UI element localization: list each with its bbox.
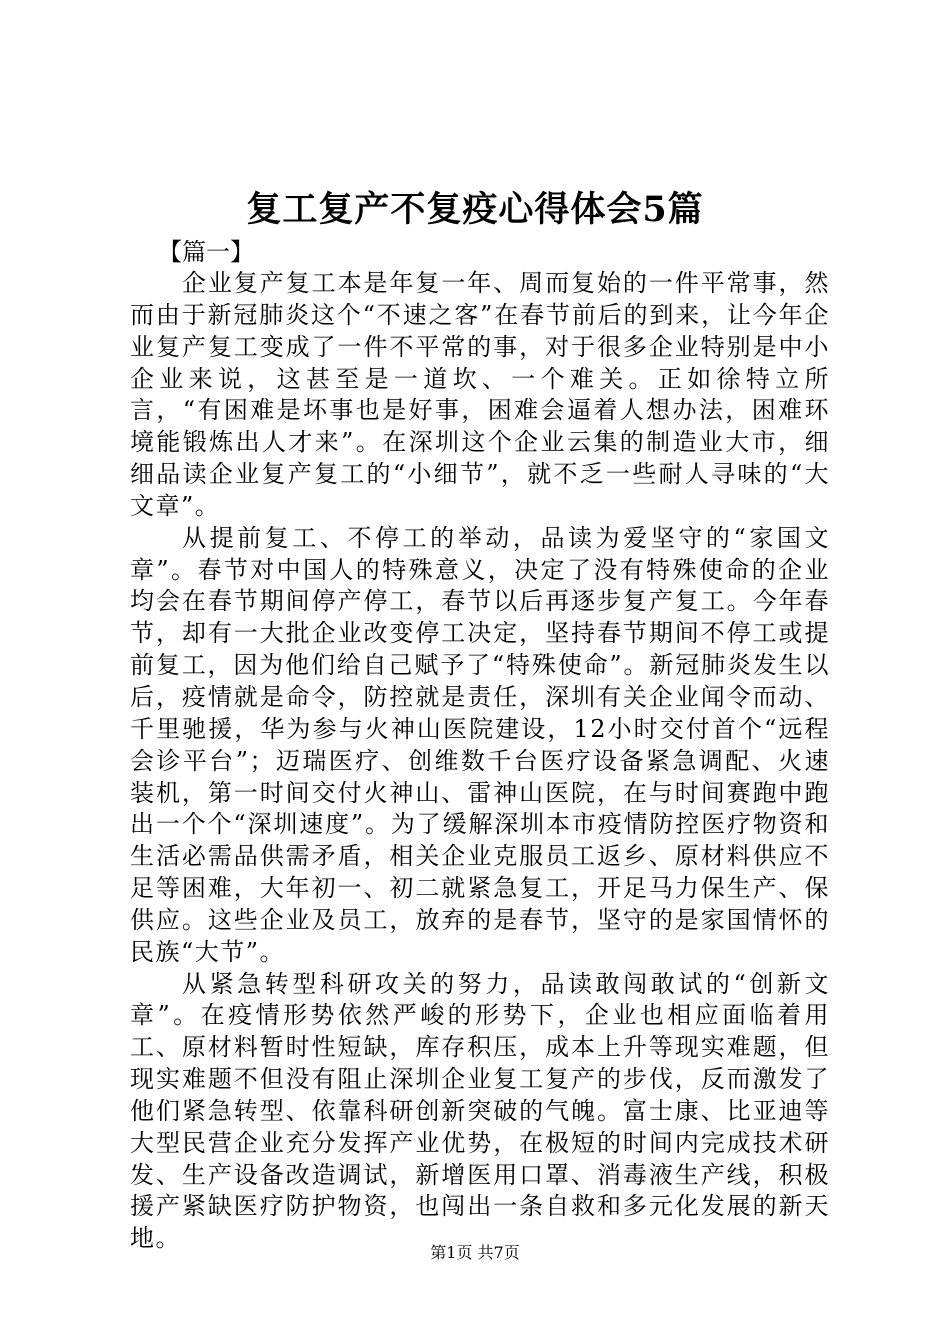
paragraph: 从提前复工、不停工的举动，品读为爱坚守的“家国文章”。春节对中国人的特殊意义，决定了没有特殊使命的企业均会在春节期间停产停工，春节以后再逐步复产复工。今年春节，却有一大批企业改变停工决定，坚持春节期间不停工或提前复工，因为他们给自己赋予了“特殊使命”。新冠肺炎发生以后，疫情就是命令，防控就是责任，深圳有关企业闻令而动、千里驰援，华为参与火神山医院建设，12小时交付首个“远程会诊平台”；迈瑞医疗、创维数千台医疗设备紧急调配、火速装机，第一时间交付火神山、雷神山医院，在与时间赛跑中跑出一个个“深圳速度”。为了缓解深圳本市疫情防控医疗物资和生活必需品供需矛盾，相关企业克服员工返乡、原材料供应不足等困难，大年初一、初二就紧急复工，开足马力保生产、保供应。这些企业及员工，放弃的是春节，坚守的是家国情怀的民族“大节”。 [130,523,830,966]
document-title: 复工复产不复疫心得体会5篇 [246,189,704,230]
document-body [130,268,830,1255]
section-label: 【篇一】 [158,238,254,266]
paragraph: 从紧急转型科研攻关的努力，品读敢闯敢试的“创新文章”。在疫情形势依然严峻的形势下，企业也相应面临着用工、原材料暂时性短缺，库存积压，成本上升等现实难题，但现实难题不但没有阻止深圳企业复工复产的步伐，反而激发了他们紧急转型、依靠科研创新突破的气魄。富士康、比亚迪等大型民营企业充分发挥产业优势，在极短的时间内完成技术研发、生产设备改造调试，新增医用口罩、消毒液生产线，积极援产紧缺医疗防护物资，也闯出一条自救和多元化发展的新天地。 [130,969,830,1253]
paragraph: 企业复产复工本是年复一年、周而复始的一件平常事，然而由于新冠肺炎这个“不速之客”在春节前后的到来，让今年企业复产复工变成了一件不平常的事，对于很多企业特别是中小企业来说，这甚至是一道坎、一个难关。正如徐特立所言，“有困难是坏事也是好事，困难会逼着人想办法，困难环境能锻炼出人才来”。在深圳这个企业云集的制造业大市，细细品读企业复产复工的“小细节”，就不乏一些耐人寻味的“大文章”。 [130,269,830,520]
page-footer: 第1页 共7页 [430,1243,520,1262]
